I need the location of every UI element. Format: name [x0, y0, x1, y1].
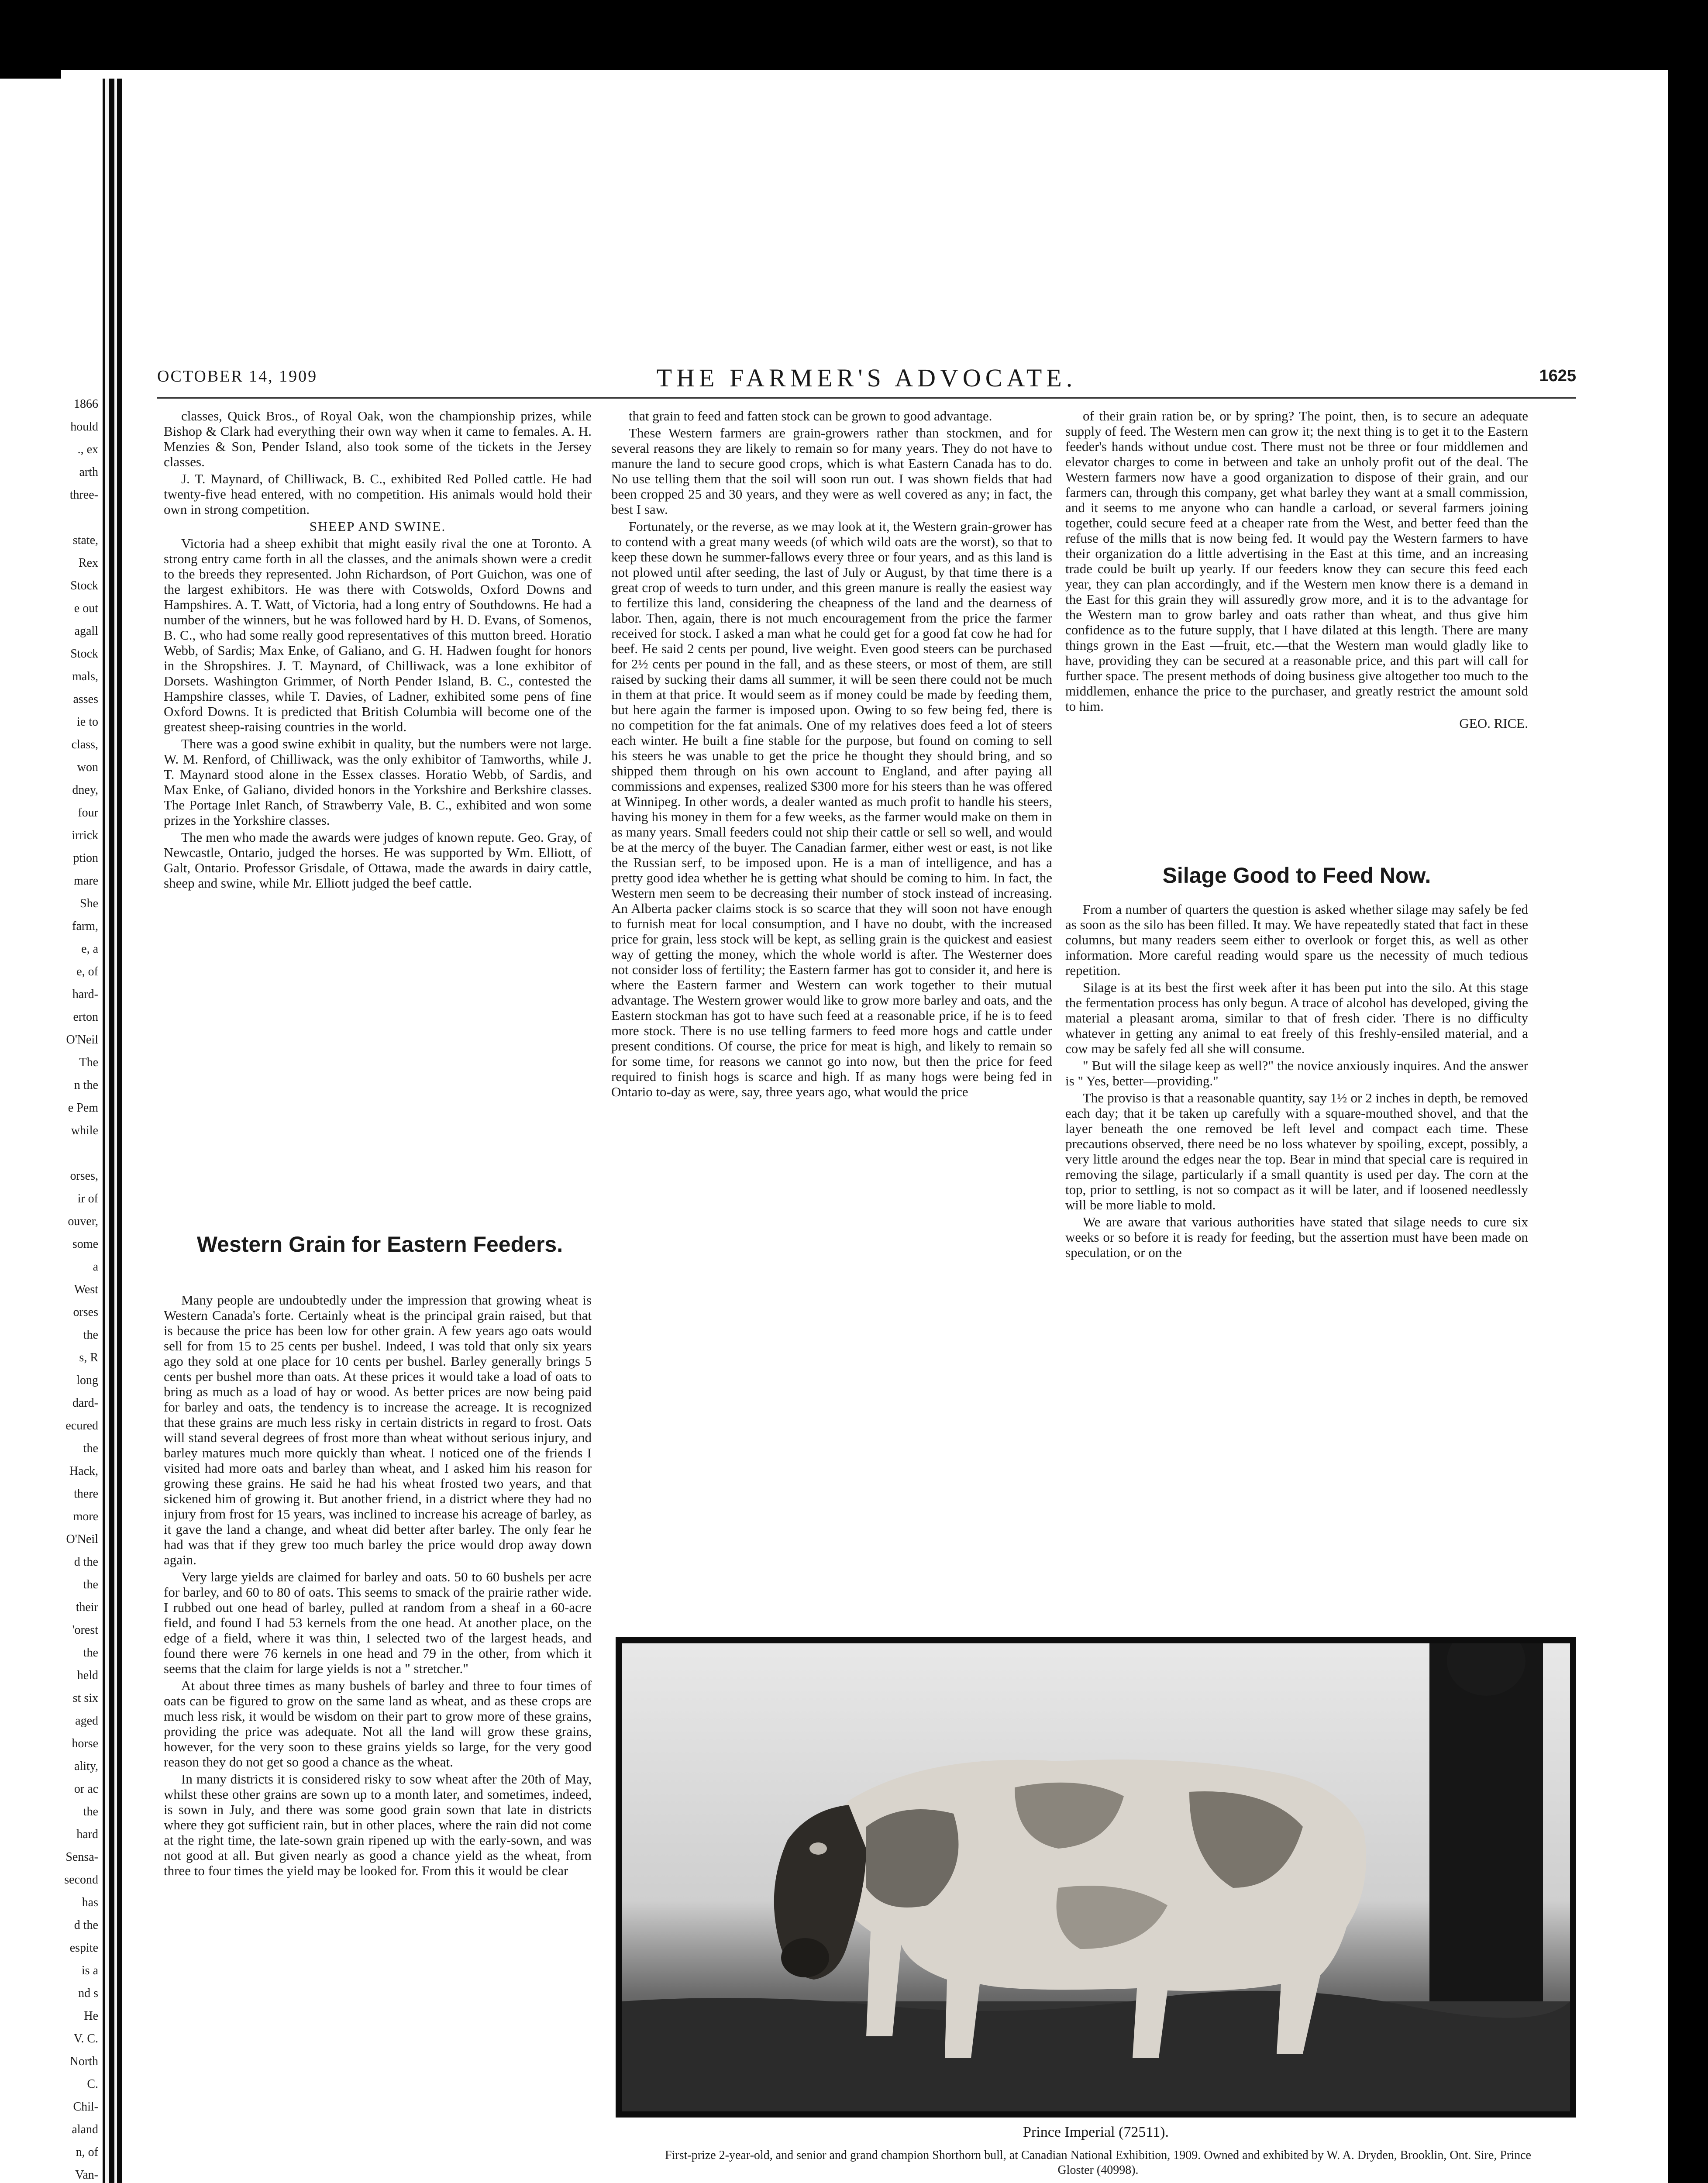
- left-page-text-fragment: hould: [70, 420, 98, 434]
- left-page-text-fragment: O'Neil: [66, 1532, 98, 1546]
- left-page-text-fragment: their: [76, 1601, 98, 1614]
- left-page-text-fragment: ecured: [65, 1419, 98, 1432]
- left-page-text-fragment: d the: [74, 1918, 98, 1932]
- photo-caption-title: Prince Imperial (72511).: [1023, 2124, 1169, 2140]
- article-paragraph: Very large yields are claimed for barley and oats. 50 to 60 bushels per acre for barley, and 60 to 80 of oats. This seems to smack of the prairie rather wide. I rubbed out one head of barley, pulled at random from a sheaf in a 60-acre field, and found I had 53 kernels from the one head. At another place, on the edge of a field, where it was thin, I selected two of the largest heads, and found there were 76 kernels in one head and 79 in the other, from which it seems that the claim for large yields is not a " stretcher.": [164, 1569, 592, 1676]
- left-page-text-fragment: e Pem: [68, 1101, 98, 1115]
- left-page-text-fragment: agall: [74, 624, 98, 638]
- section-subheading: SHEEP AND SWINE.: [309, 519, 446, 534]
- article-paragraph: that grain to feed and fatten stock can be grown to good advantage.: [629, 408, 992, 424]
- left-page-text-fragment: has: [82, 1896, 98, 1909]
- left-page-text-fragment: the: [83, 1805, 98, 1818]
- left-page-text-fragment: espite: [69, 1941, 98, 1955]
- left-page-text-fragment: ., ex: [77, 443, 98, 456]
- article-paragraph: Victoria had a sheep exhibit that might easily rival the one at Toronto. A strong entry came forth in all the classes, and the animals shown were a credit to the breeds they represented. John Richardson, of Port Guichon, was one of the largest exhibitors. He was there with Cotswolds, Oxford Downs and Hampshires. A. T. Watt, of Victoria, had a long entry of Southdowns. He had a number of the winners, but he was followed hard by H. D. Evans, of Somenos, B. C., who had some really good representatives of this mutton breed. Horatio Webb, of Sardis; Max Enke, of Galiano, and G. H. Hadwen fought for honors in the Shropshires. J. T. Maynard, of Chilliwack, was a lone exhibitor of Dorsets. Washington Grimmer, of North Pender Island, B. C., contested the Hampshire classes, while T. Davies, of Ladner, exhibited some pens of fine Oxford Downs. It is predicted that British Columbia will become one of the greatest sheep-raising countries in the world.: [164, 536, 592, 734]
- article-heading: Silage Good to Feed Now.: [1162, 863, 1431, 888]
- left-page-text-fragment: North: [69, 2055, 98, 2068]
- left-page-text-fragment: Hack,: [69, 1464, 98, 1478]
- left-page-text-fragment: O'Neil: [66, 1033, 98, 1047]
- left-page-text-fragment: asses: [73, 692, 98, 706]
- left-page-text-fragment: four: [78, 806, 98, 819]
- article-paragraph: J. T. Maynard, of Chilliwack, B. C., exhibited Red Polled cattle. He had twenty-five head entered, with no competition. His animals would hold their own in strong competition.: [164, 471, 592, 517]
- left-page-text-fragment: or ac: [74, 1782, 98, 1796]
- left-page-text-fragment: the: [83, 1646, 98, 1660]
- article-paragraph: At about three times as many bushels of barley and three to four times of oats can be figured to grow on the same land as wheat, and as these crops are much less risk, it would be wisdom on their part to grow more of these grains, providing the price was adequate. Not all the land will grow these grains, however, for the very soon to these grains yields so large, for the very good reason they do not get so good a chance as the wheat.: [164, 1678, 592, 1770]
- left-page-text-fragment: the: [83, 1442, 98, 1455]
- left-page-text-fragment: ouver,: [68, 1215, 98, 1228]
- left-page-text-fragment: some: [72, 1237, 98, 1251]
- left-page-text-fragment: n, of: [76, 2145, 98, 2159]
- column-1: [164, 408, 592, 892]
- binding-stripe: [114, 79, 117, 2183]
- left-page-text-fragment: n the: [74, 1078, 98, 1092]
- left-page-text-fragment: the: [83, 1328, 98, 1342]
- article-paragraph: Silage is at its best the first week after it has been put into the silo. At this stage the fermentation process has only begun. A trace of alcohol has developed, giving the material a pleasant aroma, similar to that of fresh cider. There is no difficulty whatever in getting any animal to eat freely of this freshly-ensiled material, and a cow may be safely fed all she will consume.: [1065, 980, 1528, 1056]
- left-page-text-fragment: irrick: [72, 829, 98, 842]
- article-paragraph: Many people are undoubtedly under the impression that growing wheat is Western Canada's forte. Certainly wheat is the principal grain raised, but that is because the price has been low for other grain. A few years ago oats would sell for from 15 to 25 cents per bushel. Indeed, I was told that only six years ago they sold at one place for 10 cents per bushel. Barley generally brings 5 cents per bushel more than oats. At these prices it would take a load of oats to bring as much as a load of hay or wood. As better prices are now being paid for barley and oats, the tendency is to increase the acreage. It is recognized that these grains are much less risky in certain districts in regard to frost. Oats will stand several degrees of frost more than wheat without serious injury, and barley matures much more quickly than wheat. I noticed one of the friends I visited had more oats and barley than wheat, and I asked him his reason for growing these grains. He said he had his wheat frosted two years, and that sickened him of growing it. But another friend, in a district where they had no injury from frost for 15 years, was inclined to increase his acreage of barley, as it gave the land a change, and wheat did better after barley. The only fear he had was that if they grew too much barley the price would drop away down again.: [164, 1292, 592, 1567]
- left-page-text-fragment: hard-: [72, 988, 98, 1001]
- left-page-text-fragment: She: [80, 897, 98, 910]
- left-page-text-fragment: held: [77, 1669, 98, 1682]
- left-page-text-fragment: st six: [72, 1691, 98, 1705]
- page-header: [157, 364, 1576, 397]
- left-page-text-fragment: ption: [73, 851, 98, 865]
- newspaper-page: [122, 314, 1611, 2183]
- column-3: [1065, 408, 1528, 733]
- left-page-text-fragment: more: [73, 1510, 98, 1523]
- left-page-text-fragment: long: [76, 1374, 98, 1387]
- left-facing-page: [0, 79, 103, 2183]
- article-paragraph: These Western farmers are grain-growers rather than stockmen, and for several reasons they are likely to remain so for many years. They do not have to manure the land to secure good crops, which is what Eastern Canada has to do. No use telling them that the soil will soon run out. I was shown fields that had been cropped 25 and 30 years, and they were as well covered as any; in fact, the best I saw.: [611, 425, 1052, 517]
- left-page-text-fragment: V. C.: [73, 2032, 98, 2045]
- left-page-text-fragment: Chil-: [73, 2100, 98, 2114]
- left-page-text-fragment: mals,: [72, 670, 98, 683]
- article-paragraph: From a number of quarters the question is asked whether silage may safely be fed as soon as the silo has been filled. It may. We have repeatedly stated that fact in these columns, but many readers seem either to overlook or forget this, as well as other information. More careful reading would spare us the necessity of much tedious repetition.: [1065, 902, 1528, 978]
- article-heading: Western Grain for Eastern Feeders.: [196, 1232, 563, 1257]
- article-paragraph: of their grain ration be, or by spring? The point, then, is to secure an adequate supply of feed. The Western men can grow it; the next thing is to get it to the Eastern feeder's hands without undue cost. There must not be three or four middlemen and elevator charges to come in between and take an unholy profit out of the deal. The Western farmers now have a good organization to dispose of their grain, and our farmers can, through this company, get what barley they want at a small commission, and it seems to me anyone who can handle a carload, or several farmers joining together, could secure feed at a cheaper rate from the West, and better feed than the refuse of the mills that is now being fed. It would pay the Western farmers to have their organization do a little advertising in the East at this time, and an increasing trade could be built up yearly. If our feeders know they can secure this feed each year, they can plan accordingly, and if the Western men know there is a demand in the East for this grain they will assuredly grow more, and it is to the advantage for the Western man to grow barley and oats rather than wheat, and thus give him confidence as to the future supply, that I have dilated at this length. There are many things grown in the East —fruit, etc.—that the Western man would gladly like to have, providing they can be secured at a reasonable price, and this part will call for further space. The present methods of doing business give altogether too much to the middlemen, enhance the price to the purchaser, and greatly restrict the amount sold to him.: [1065, 408, 1528, 714]
- left-page-text-fragment: class,: [71, 738, 98, 751]
- left-page-text-fragment: Van-: [75, 2168, 98, 2182]
- film-border-top: [0, 0, 1708, 70]
- left-page-text-fragment: orses: [73, 1305, 98, 1319]
- left-page-text-fragment: while: [71, 1124, 98, 1137]
- issue-date: OCTOBER 14, 1909: [157, 367, 318, 386]
- left-page-text-fragment: orses,: [70, 1169, 98, 1183]
- left-page-text-fragment: second: [64, 1873, 98, 1887]
- article-paragraph: classes, Quick Bros., of Royal Oak, won the championship prizes, while Bishop & Clark had everything their own way when it came to females. A. H. Menzies & Son, Pender Island, also took some of the tickets in the Jersey classes.: [164, 408, 592, 469]
- film-border-right: [1668, 0, 1708, 2183]
- left-page-text-fragment: horse: [72, 1737, 98, 1750]
- left-page-text-fragment: nd s: [78, 1987, 98, 2000]
- left-page-text-fragment: Stock: [70, 647, 98, 661]
- left-page-text-fragment: won: [77, 761, 98, 774]
- photo-caption-description: First-prize 2-year-old, and senior and grand champion Shorthorn bull, at Canadian National Exhibition, 1909. Owned and exhibited by W. A. Dryden, Brooklin, Ont. Sire, Prince Gloster (40998).: [665, 2149, 1531, 2177]
- silage-article: [1065, 902, 1528, 1262]
- left-page-text-fragment: aged: [75, 1714, 98, 1728]
- article-paragraph: Fortunately, or the reverse, as we may look at it, the Western grain-grower has to contend with a great many weeds (of which wild oats are the worst), so that to keep these down he summer-fallows every three or four years, and as this land is not plowed until after seeding, the last of July or August, by that time there is a great crop of weeds to turn under, and this green manure is really the easiest way to fertilize this land, considering the cheapness of the land and the dearness of labor. Then, again, there is not much encouragement from the price the farmer received for stock. I asked a man what he could get for a good fat cow he had for beef. He said 2 cents per pound, live weight. Even good steers can be purchased for 2½ cents per pound in the fall, and as these steers, or most of them, are still raised by sucking their dams all summer, it will be seen there could not be much in them at that price. It would seem as if money could be made by feeding them, but here again the farmer is imposed upon. Owing to so few being fed, there is no competition for the fat animals. One of my relatives does feed a lot of steers each winter. He built a fine stable for the purpose, but found on coming to sell his steers he was unable to get the price he thought they should bring, and so shipped them through on his own account to England, and after paying all commissions and expenses, realized $300 more for his steers than he was offered at Winnipeg. In other words, a dealer wanted as much profit to handle his steers, having his money in them for a few weeks, as the farmer would make on them in as many years. Small feeders could not ship their cattle or sell so well, and would be at the mercy of the buyer. The Canadian farmer, either west or east, is not like the Russian serf, to be imposed upon. He is a man of intelligence, and has a pretty good idea whether he is getting what should be coming to him. In fact, the Western men seem to be decreasing their number of stock instead of increasing. An Alberta packer claims stock is so scarce that they will soon not have enough to furnish meat for local consumption, and I have no doubt, with the increased price for grain, less stock will be kept, as selling grain is the quickest and easiest way of getting the money, which the whole world is after. The Westerner does not consider loss of fertility; the Eastern farmer has got to consider it, and here is where the Eastern farmer and Western can work together to their mutual advantage. The Western grower would like to grow more barley and oats, and the Eastern stockman has got to have such feed at a reasonable price, if he is to feed more stock. There is no use telling farmers to feed more hogs and cattle under present conditions. Of course, the price for meat is high, and likely to remain so for some time, for reasons we cannot go into now, but then the price for feed required to finish hogs is scarce and high. If as many hogs were being fed in Ontario to-day as were, say, three years ago, what would the price: [611, 519, 1052, 1099]
- left-page-text-fragment: e, of: [76, 965, 98, 978]
- publication-title: THE FARMER'S ADVOCATE.: [656, 364, 1077, 392]
- left-page-text-fragment: the: [83, 1578, 98, 1591]
- left-page-text-fragment: dard-: [72, 1396, 98, 1410]
- article-paragraph: The men who made the awards were judges of known repute. Geo. Gray, of Newcastle, Ontario, judged the horses. He was supported by Wm. Elliott, of Galt, Ontario. Professor Grisdale, of Ottawa, made the awards in dairy cattle, sheep and swine, while Mr. Elliott judged the beef cattle.: [164, 830, 592, 891]
- left-page-text-fragment: e, a: [81, 942, 98, 956]
- left-page-text-fragment: West: [74, 1283, 98, 1296]
- left-page-text-fragment: C.: [87, 2077, 98, 2091]
- left-page-text-fragment: farm,: [72, 919, 98, 933]
- binding-stripe: [105, 79, 109, 2183]
- left-page-text-fragment: aland: [72, 2123, 98, 2136]
- author-signature: GEO. RICE.: [1459, 716, 1528, 731]
- left-page-text-fragment: ir of: [77, 1192, 98, 1205]
- shorthorn-bull-image: [622, 1643, 1570, 2111]
- left-page-text-fragment: is a: [81, 1964, 98, 1977]
- left-page-text-fragment: e out: [74, 602, 98, 615]
- left-page-text-fragment: Sensa-: [65, 1850, 98, 1864]
- left-page-text-fragment: s, R: [79, 1351, 98, 1364]
- left-page-text-fragment: Stock: [70, 579, 98, 592]
- left-page-text-fragment: three-: [69, 488, 98, 502]
- left-page-text-fragment: mare: [74, 874, 98, 888]
- article-paragraph: We are aware that various authorities have stated that silage needs to cure six weeks or so before it is ready for feeding, but the assertion must have been made on speculation, or on the: [1065, 1214, 1528, 1260]
- page-number: 1625: [1539, 367, 1576, 385]
- left-page-text-fragment: hard: [76, 1828, 98, 1841]
- article-paragraph: " But will the silage keep as well?" the novice anxiously inquires. And the answer is " Yes, better—providing.": [1065, 1058, 1528, 1088]
- article-paragraph: In many districts it is considered risky to sow wheat after the 20th of May, whilst these other grains are sown up to a month later, and sometimes, indeed, is sown in July, and there was some good grain sown that late in districts where they got sufficient rain, but in other places, where the rain did not come at the right time, the late-sown grain ripened up with the early-sown, and was not good at all. But given nearly as good a chance yield as the wheat, from three to four times the yield may be looked for. From this it would be clear: [164, 1771, 592, 1878]
- left-page-text-fragment: 1866: [74, 397, 98, 411]
- article-paragraph: There was a good swine exhibit in quality, but the numbers were not large. W. M. Renford, of Chilliwack, was the only exhibitor of Tamworths, while J. T. Maynard stood alone in the Essex classes. Horatio Webb, of Sardis, and Max Enke, of Galiano, divided honors in the Yorkshire and Berkshire classes. The Portage Inlet Ranch, of Strawberry Vale, B. C., exhibited and won some prizes in the Yorkshire classes.: [164, 736, 592, 828]
- left-page-text-fragment: d the: [74, 1555, 98, 1569]
- article-paragraph: The proviso is that a reasonable quantity, say 1½ or 2 inches in depth, be removed each day; that it be taken up carefully with a square-mouthed shovel, and that the layer beneath the one removed be left level and compact each time. These precautions observed, there need be no loss whatever by spoiling, except, possibly, a very little around the edges near the top. Bear in mind that special care is required in removing the silage, particularly if a small quantity is used per day. The corn at the top, prior to settling, is not so compact as it will be later, and if loosened needlessly will be more liable to mold.: [1065, 1090, 1528, 1212]
- left-page-text-fragment: ie to: [77, 715, 98, 729]
- column-2: [611, 408, 1052, 1101]
- left-page-text-fragment: He: [84, 2009, 98, 2023]
- left-page-text-fragment: state,: [72, 534, 98, 547]
- left-page-text-fragment: there: [74, 1487, 98, 1501]
- left-page-text-fragment: erton: [73, 1010, 98, 1024]
- left-page-text-fragment: The: [79, 1056, 98, 1069]
- bull-photograph: [616, 1637, 1576, 2118]
- left-page-text-fragment: 'orest: [72, 1623, 98, 1637]
- left-page-text-fragment: arth: [79, 465, 98, 479]
- left-page-text-fragment: ality,: [74, 1759, 98, 1773]
- left-page-text-fragment: a: [93, 1260, 98, 1274]
- left-page-text-fragment: Rex: [78, 556, 98, 570]
- western-grain-article: [164, 1292, 592, 1880]
- header-rule: [157, 397, 1576, 399]
- left-page-text-fragment: dney,: [72, 783, 98, 797]
